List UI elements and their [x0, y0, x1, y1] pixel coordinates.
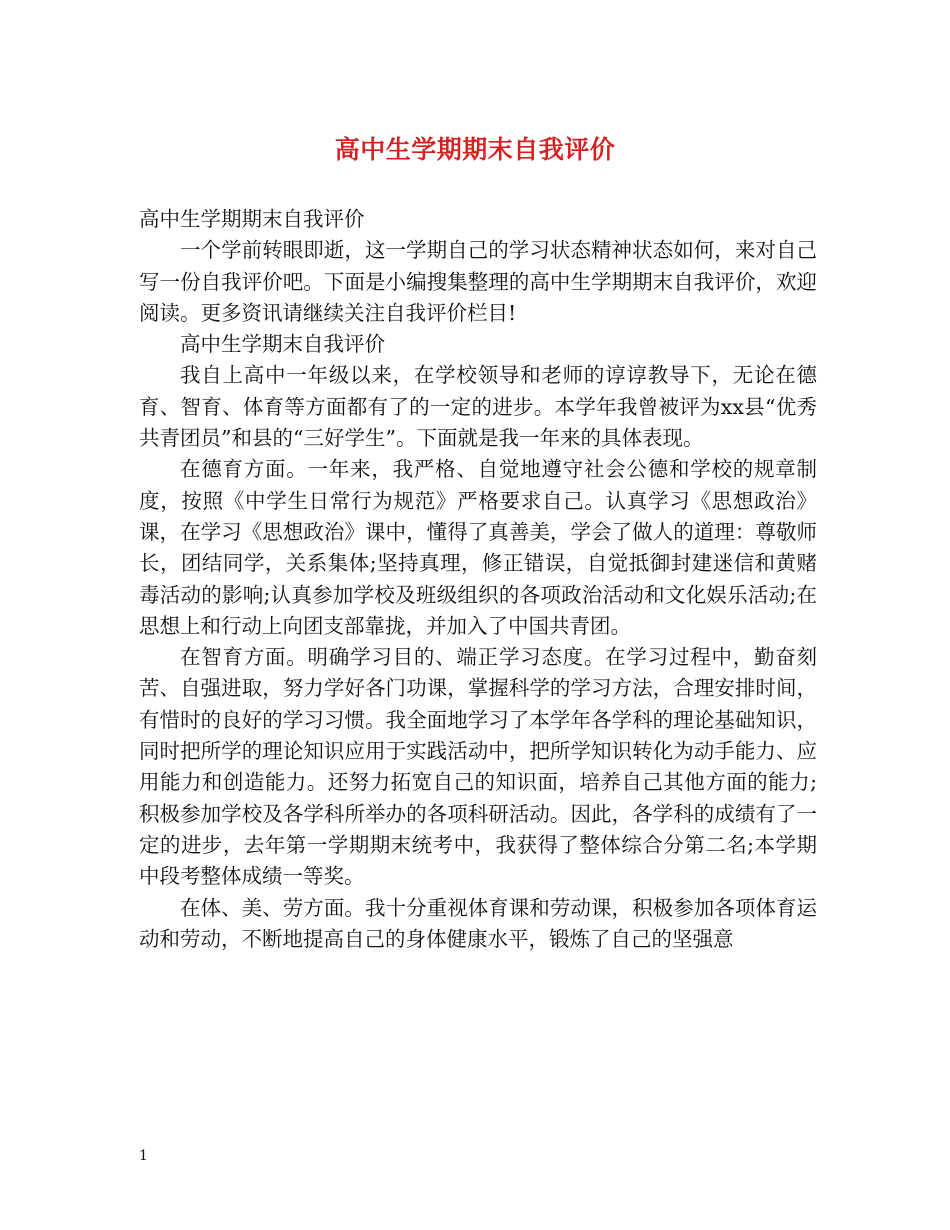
body-subtitle: 高中生学期期末自我评价	[139, 207, 365, 231]
paragraph-intellectual-education: 在智育方面。明确学习目的、端正学习态度。在学习过程中，勤奋刻苦、自强进取，努力学好各门功课，掌握科学的学习方法，合理安排时间，有惜时的良好的学习习惯。我全面地学习了本学年各学科的理论基础知识，同时把所学的理论知识应用于实践活动中，把所学知识转化为动手能力、应用能力和创造能力。还努力拓宽自己的知识面，培养自己其他方面的能力;积极参加学校及各学科所举办的各项科研活动。因此，各学科的成绩有了一定的进步，去年第一学期期末统考中，我获得了整体综合分第二名;本学期中段考整体成绩一等奖。	[139, 645, 817, 889]
document-title: 高中生学期期末自我评价	[334, 135, 616, 164]
paragraph-intro: 一个学前转眼即逝，这一学期自己的学习状态精神状态如何，来对自己写一份自我评价吧。下面是小编搜集整理的高中生学期期末自我评价，欢迎阅读。更多资讯请继续关注自我评价栏目!	[139, 238, 817, 325]
paragraph-section-heading: 高中生学期末自我评价	[180, 332, 385, 357]
paragraph-physical-labor: 在体、美、劳方面。我十分重视体育课和劳动课，积极参加各项体育运动和劳动，不断地提高自己的身体健康水平，锻炼了自己的坚强意	[139, 895, 817, 951]
document-body	[139, 204, 817, 955]
page-number: 1	[139, 1148, 148, 1164]
paragraph-moral-education: 在德育方面。一年来，我严格、自觉地遵守社会公德和学校的规章制度，按照《中学生日常行为规范》严格要求自己。认真学习《思想政治》课，在学习《思想政治》课中，懂得了真善美，学会了做人的道理：尊敬师长，团结同学，关系集体;坚持真理，修正错误，自觉抵御封建迷信和黄赌毒活动的影响;认真参加学校及班级组织的各项政治活动和文化娱乐活动;在思想上和行动上向团支部靠拢，并加入了中国共青团。	[139, 457, 817, 638]
paragraph-overview: 我自上高中一年级以来，在学校领导和老师的谆谆教导下，无论在德育、智育、体育等方面都有了的一定的进步。本学年我曾被评为xx县“优秀共青团员”和县的“三好学生”。下面就是我一年来的具体表现。	[139, 363, 817, 451]
